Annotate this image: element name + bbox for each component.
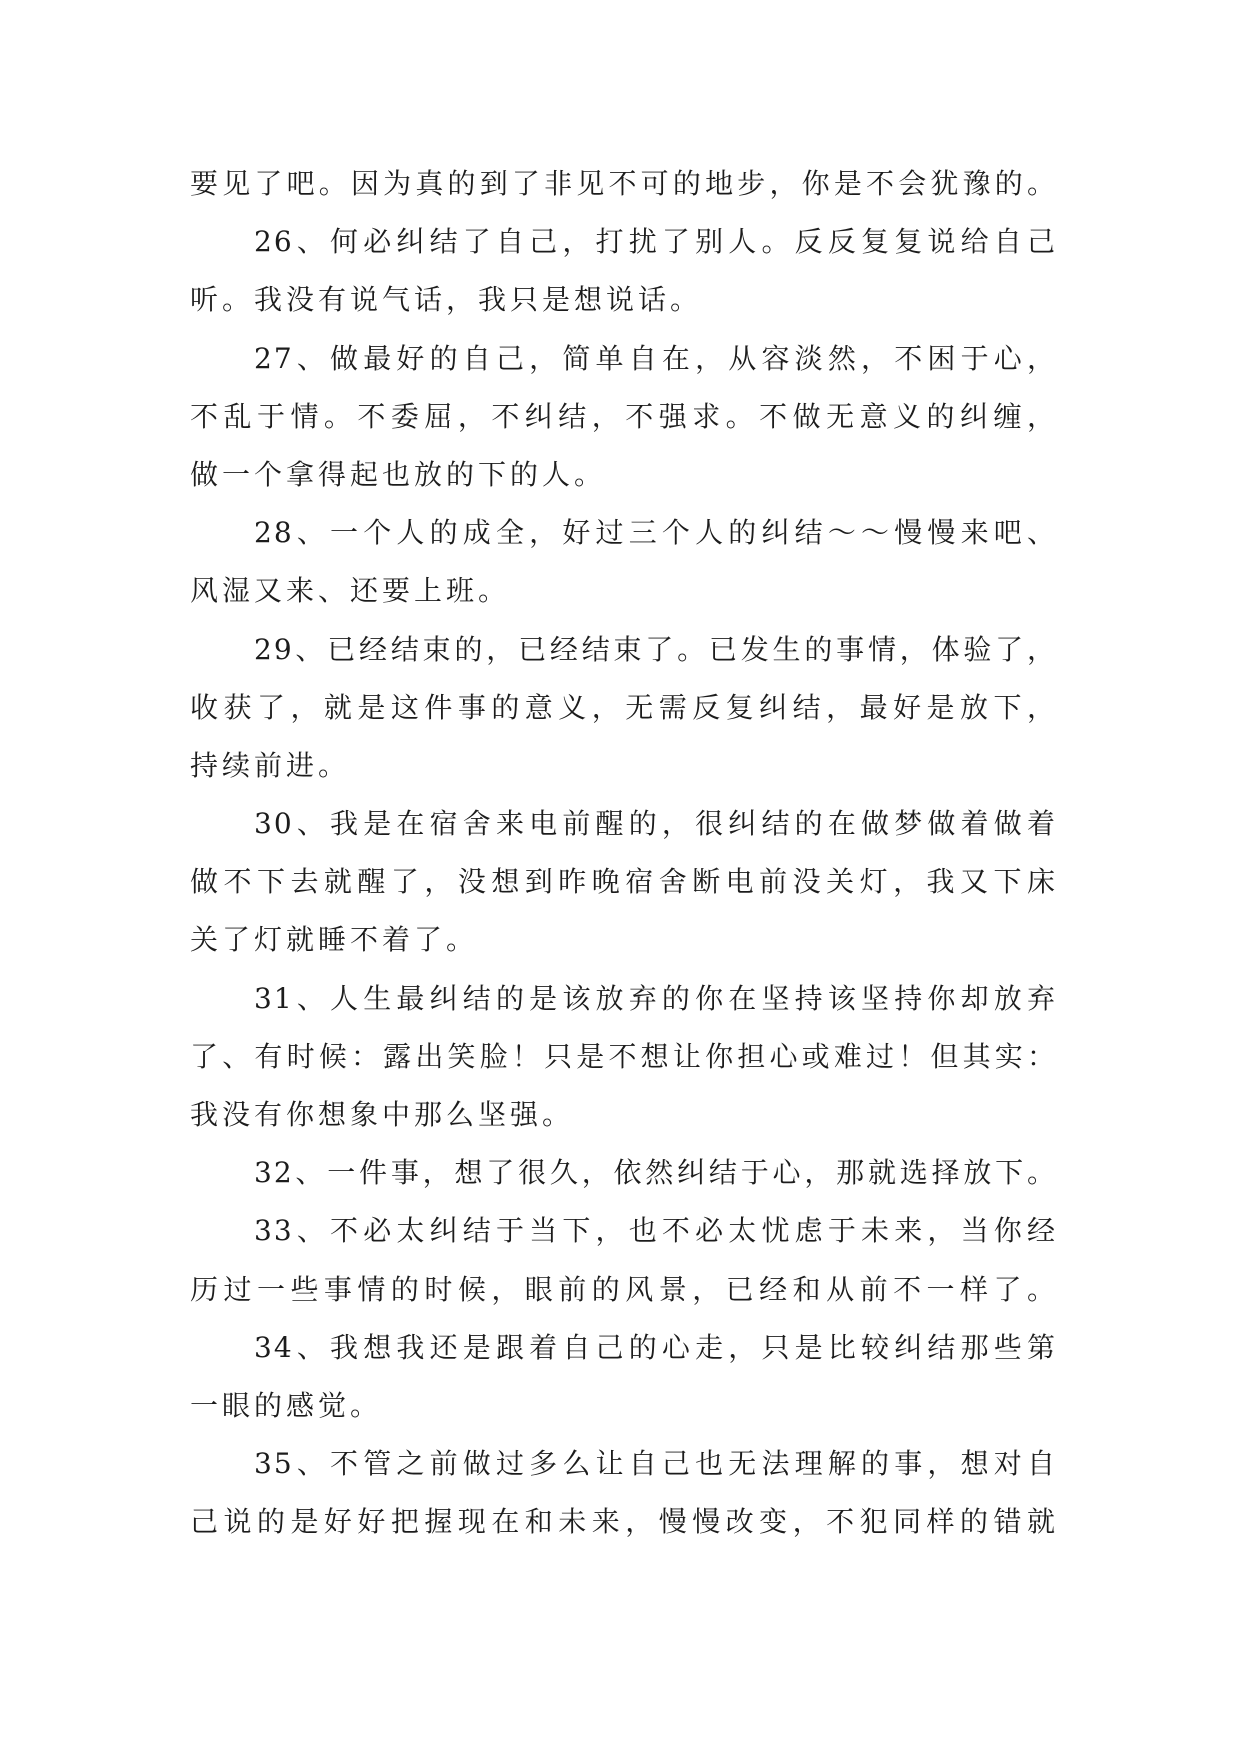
document-body [190,155,1057,1552]
text-line: 了、有时候：露出笑脸！只是不想让你担心或难过！但其实： [190,1039,1057,1073]
text-line: 要见了吧。因为真的到了非见不可的地步，你是不会犹豫的。 [190,167,1057,200]
text-line: 32、一件事，想了很久，依然纠结于心，那就选择放下。 [254,1156,1057,1190]
text-line: 35、不管之前做过多么让自己也无法理解的事，想对自 [254,1447,1057,1481]
text-line: 一眼的感觉。 [190,1388,383,1422]
text-line: 持续前进。 [190,748,351,782]
paragraph-32 [190,1144,1057,1202]
text-line: 做不下去就醒了，没想到昨晚宿舍断电前没关灯，我又下床 [190,865,1057,899]
paragraph-29 [190,621,1057,796]
text-line: 历过一些事情的时候，眼前的风景，已经和从前不一样了。 [190,1272,1057,1306]
text-line: 34、我想我还是跟着自己的心走，只是比较纠结那些第 [254,1330,1057,1364]
text-line: 30、我是在宿舍来电前醒的，很纠结的在做梦做着做着 [254,807,1057,841]
text-line: 听。我没有说气话，我只是想说话。 [190,283,703,317]
text-line: 收获了，就是这件事的意义，无需反复纠结，最好是放下， [190,690,1057,724]
paragraph-35 [190,1435,1057,1551]
text-line: 29、已经结束的，已经结束了。已发生的事情，体验了， [254,632,1057,666]
text-line: 己说的是好好把握现在和未来，慢慢改变，不犯同样的错就 [190,1505,1057,1539]
paragraph-28 [190,504,1057,620]
text-line: 33、不必太纠结于当下，也不必太忧虑于未来，当你经 [254,1214,1057,1248]
paragraph-33 [190,1202,1057,1318]
paragraph-34 [190,1319,1057,1435]
text-line: 27、做最好的自己，简单自在，从容淡然，不困于心， [254,341,1057,375]
paragraph-27 [190,330,1057,505]
text-line: 关了灯就睡不着了。 [190,923,479,957]
text-line: 26、何必纠结了自己，打扰了别人。反反复复说给自己 [254,225,1057,259]
paragraph-30 [190,795,1057,970]
paragraph-31 [190,970,1057,1145]
text-line: 31、人生最纠结的是该放弃的你在坚持该坚持你却放弃 [254,981,1057,1015]
text-line: 不乱于情。不委屈，不纠结，不强求。不做无意义的纠缠， [190,399,1057,433]
text-line: 我没有你想象中那么坚强。 [190,1098,575,1131]
paragraph-26 [190,213,1057,329]
text-line: 28、一个人的成全，好过三个人的纠结～～慢慢来吧、 [254,516,1057,550]
text-line: 风湿又来、还要上班。 [190,574,511,608]
text-line: 做一个拿得起也放的下的人。 [190,457,607,491]
paragraph-continued [190,155,1057,213]
